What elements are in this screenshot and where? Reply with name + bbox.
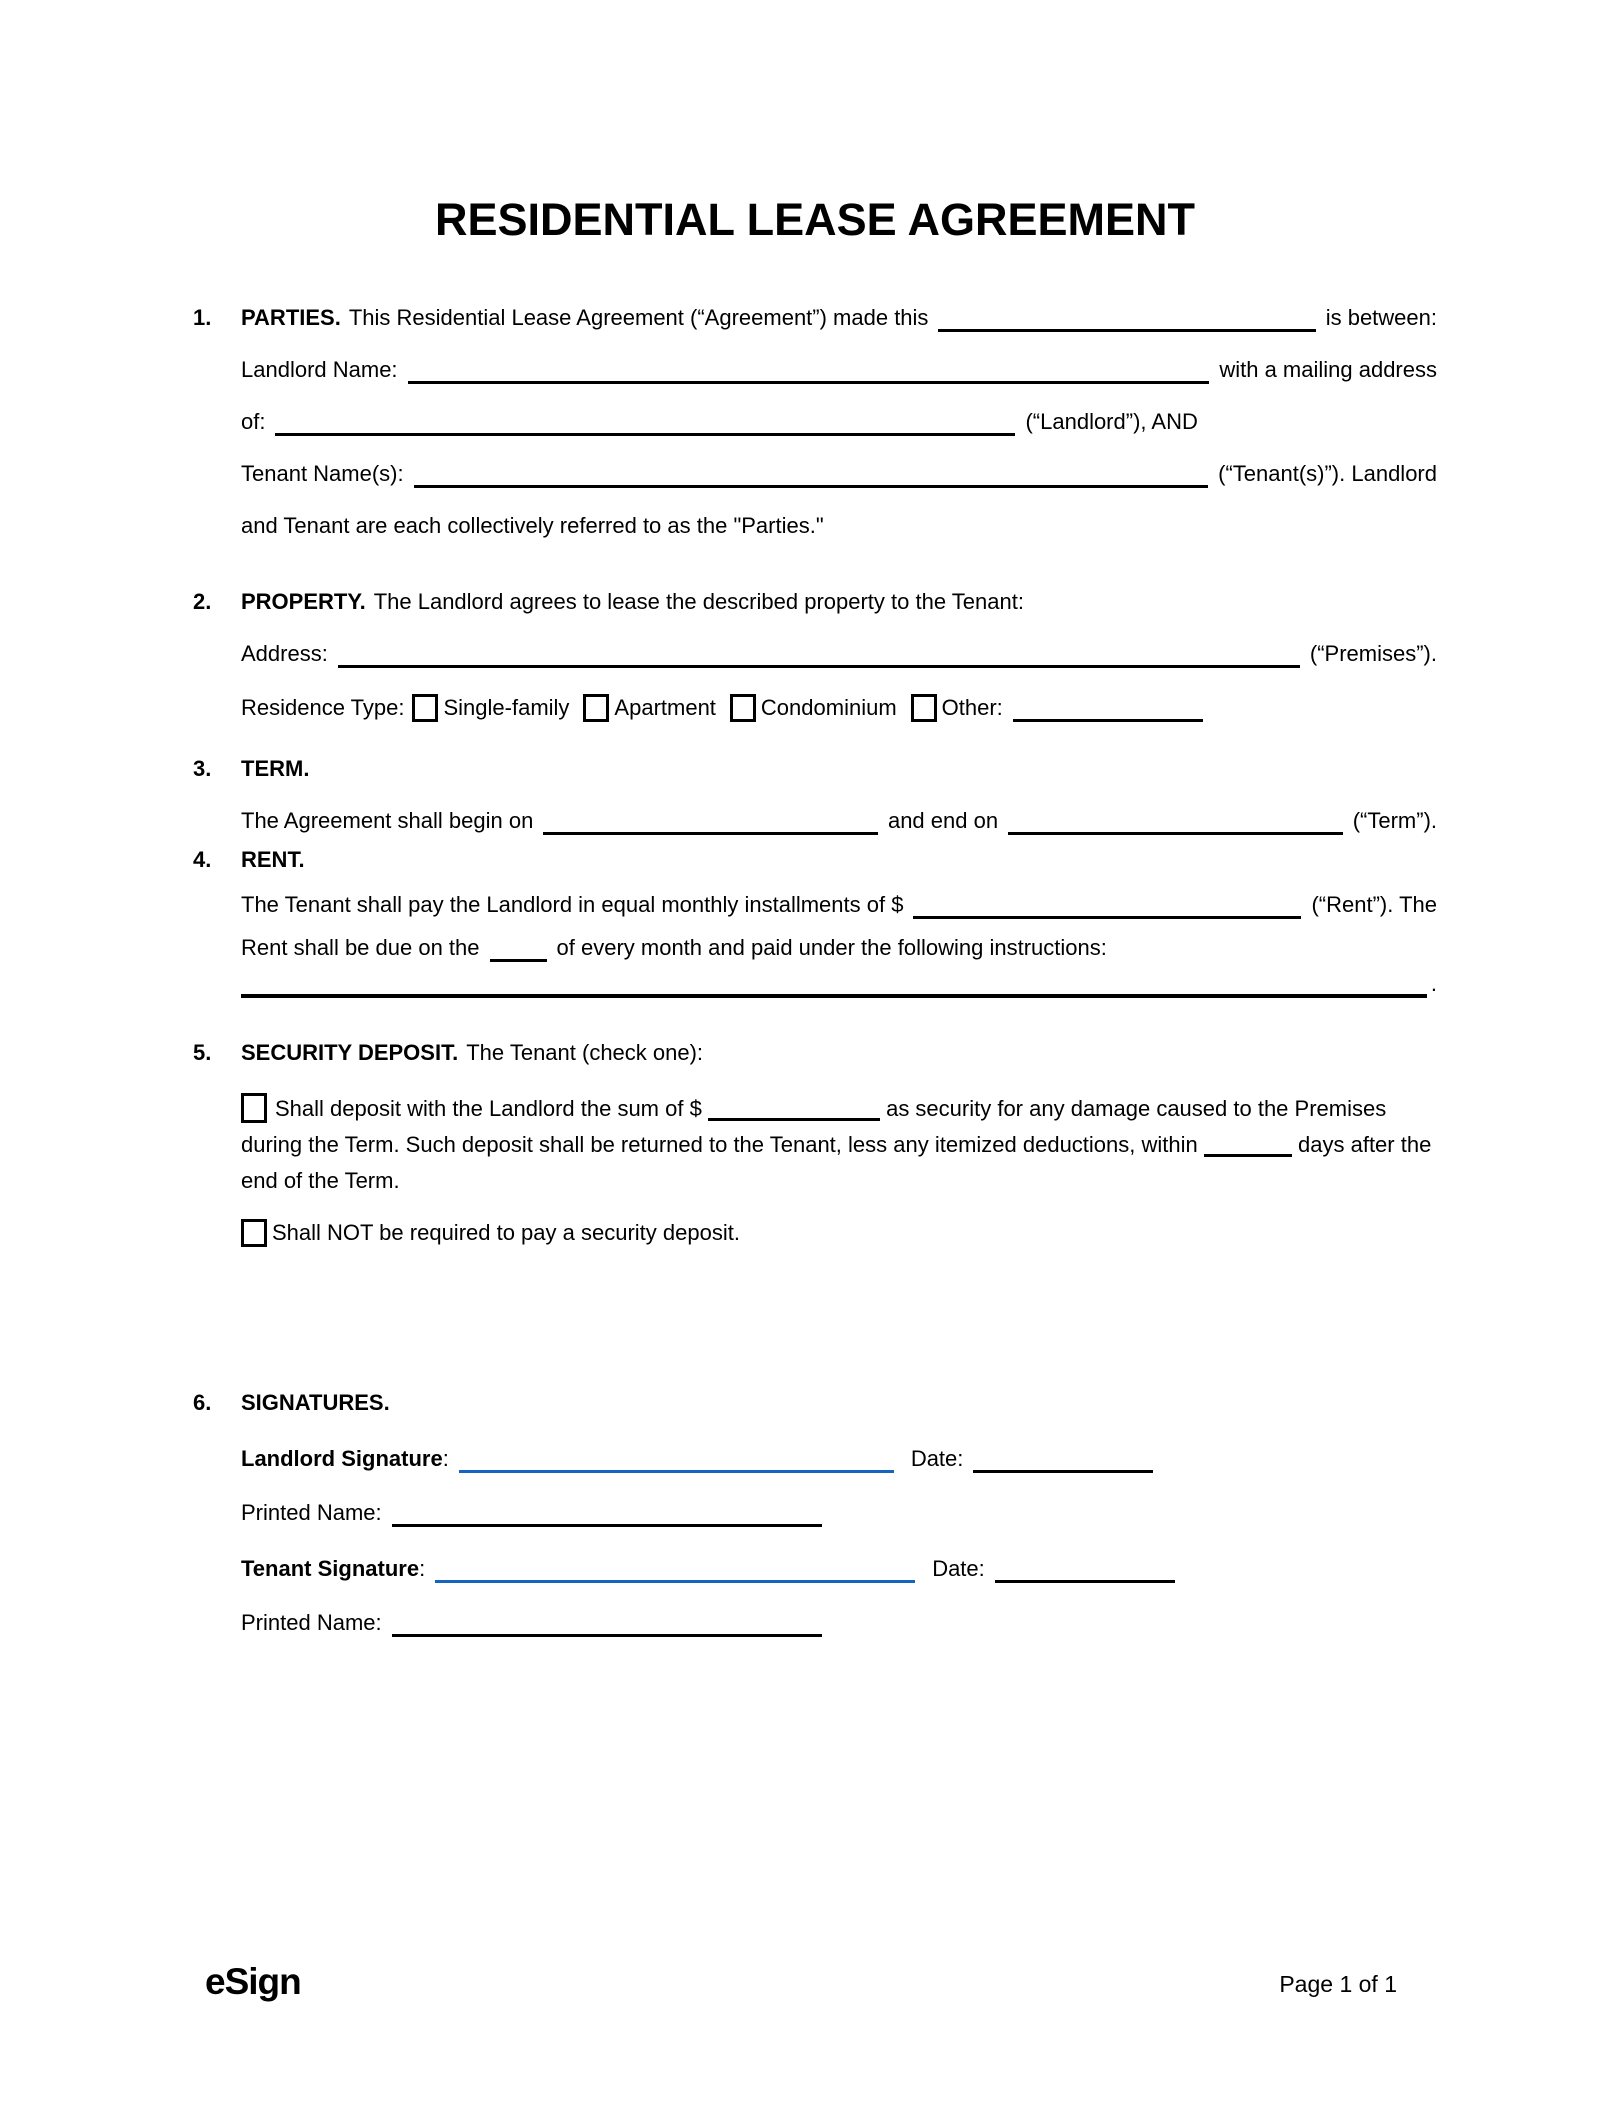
- landlord-signature-label: Landlord Signature: [241, 1446, 443, 1471]
- rent-amount-line: [241, 891, 1437, 919]
- parties-closing-text: and Tenant are each collectively referred to as the "Parties.": [241, 513, 824, 538]
- residence-other-checkbox[interactable]: [911, 694, 937, 722]
- residence-single-family-label: Single-family: [443, 695, 570, 720]
- section-rent: [193, 846, 1437, 1022]
- deposit-required-checkbox[interactable]: [241, 1093, 267, 1123]
- rent-due-day-field[interactable]: [490, 959, 547, 962]
- tenant-name-label: Tenant Name(s):: [241, 461, 404, 486]
- term-end-text: (“Term”).: [1352, 808, 1438, 833]
- rent-line2-text: Rent shall be due on the: [241, 935, 480, 960]
- residence-apartment-label: Apartment: [614, 695, 716, 720]
- property-address-label: Address:: [241, 641, 328, 666]
- deposit-option1-pre: Shall deposit with the Landlord the sum of $: [275, 1096, 702, 1121]
- landlord-printed-name-field[interactable]: [392, 1524, 822, 1527]
- deposit-heading: SECURITY DEPOSIT.: [241, 1040, 459, 1065]
- deposit-option1-post: days after the end of the Term.: [241, 1132, 1432, 1193]
- deposit-amount-field[interactable]: [708, 1118, 880, 1121]
- landlord-name-after: with a mailing address: [1219, 357, 1437, 382]
- rent-heading-line: [241, 846, 1437, 874]
- tenant-name-line: [241, 460, 1437, 488]
- parties-intro-after: is between:: [1325, 305, 1437, 330]
- residence-other-field[interactable]: [1013, 719, 1203, 722]
- deposit-option2-line: [241, 1215, 1437, 1247]
- landlord-address-after: (“Landlord”), AND: [1025, 409, 1198, 434]
- property-address-line: [241, 640, 1437, 668]
- tenant-printed-name-field[interactable]: [392, 1634, 822, 1637]
- section-term: [193, 755, 1437, 835]
- property-heading-line: [241, 588, 1437, 616]
- tenant-printed-name-line: [241, 1607, 1437, 1637]
- term-mid-text: and end on: [887, 808, 999, 833]
- landlord-signature-colon: :: [442, 1446, 449, 1471]
- property-address-field[interactable]: [338, 665, 1300, 668]
- term-heading-line: [241, 755, 1437, 783]
- residence-other-label: Other:: [941, 695, 1003, 720]
- residence-condominium-checkbox[interactable]: [730, 694, 756, 722]
- signatures-heading: SIGNATURES.: [241, 1390, 390, 1415]
- rent-heading: RENT.: [241, 847, 305, 872]
- landlord-date-label: Date:: [910, 1446, 964, 1471]
- parties-intro-text: This Residential Lease Agreement (“Agreement”) made this: [348, 305, 929, 330]
- rent-line1-text: The Tenant shall pay the Landlord in equal monthly installments of $: [241, 892, 904, 917]
- payment-instructions-field[interactable]: [241, 994, 1427, 998]
- section-property: [193, 588, 1437, 746]
- deposit-option1-paragraph: [241, 1091, 1437, 1199]
- parties-heading: PARTIES.: [241, 305, 341, 330]
- property-address-after: (“Premises”).: [1309, 641, 1437, 666]
- agreement-date-field[interactable]: [938, 329, 1315, 332]
- esign-logo: eSign: [205, 1961, 301, 2002]
- section-number-5: 5.: [193, 1040, 212, 1065]
- residence-type-label: Residence Type:: [241, 695, 405, 720]
- term-start-date-field[interactable]: [543, 832, 878, 835]
- deposit-heading-text: The Tenant (check one):: [466, 1040, 704, 1065]
- term-heading: TERM.: [241, 756, 310, 781]
- document-title: RESIDENTIAL LEASE AGREEMENT: [434, 194, 1196, 245]
- landlord-signature-field[interactable]: [459, 1470, 894, 1473]
- signatures-heading-line: [241, 1389, 1437, 1417]
- rent-line1-after: (“Rent”). The: [1311, 892, 1437, 917]
- deposit-heading-line: [241, 1039, 1437, 1067]
- residence-single-family-checkbox[interactable]: [412, 694, 438, 722]
- landlord-date-field[interactable]: [973, 1470, 1153, 1473]
- page-number: Page 1 of 1: [1279, 1971, 1397, 1997]
- term-begin-text: The Agreement shall begin on: [241, 808, 534, 833]
- residence-condominium-label: Condominium: [760, 695, 897, 720]
- parties-closing-line: [241, 512, 1437, 540]
- deposit-option2-text: Shall NOT be required to pay a security deposit.: [272, 1220, 740, 1245]
- payment-instructions-line: [241, 966, 1437, 998]
- landlord-name-field[interactable]: [408, 381, 1210, 384]
- section-number-4: 4.: [193, 847, 212, 872]
- residence-type-line: [241, 692, 1437, 722]
- tenant-signature-line: [241, 1551, 1437, 1583]
- section-number-6: 6.: [193, 1390, 212, 1415]
- deposit-option1-mid: as security for any damage caused to the Premises during the Term. Such deposit shall be returned to the Tenant, less any itemized deductions, within: [241, 1096, 1387, 1157]
- residence-apartment-checkbox[interactable]: [583, 694, 609, 722]
- property-heading: PROPERTY.: [241, 589, 366, 614]
- tenant-signature-colon: :: [419, 1556, 426, 1581]
- section-number-1: 1.: [193, 305, 212, 330]
- landlord-name-label: Landlord Name:: [241, 357, 398, 382]
- deposit-return-days-field[interactable]: [1204, 1154, 1292, 1157]
- landlord-printed-name-label: Printed Name:: [241, 1500, 382, 1525]
- tenant-names-field[interactable]: [414, 485, 1209, 488]
- tenant-printed-name-label: Printed Name:: [241, 1610, 382, 1635]
- term-dates-line: [241, 807, 1437, 835]
- landlord-signature-line: [241, 1441, 1437, 1473]
- rent-amount-field[interactable]: [913, 916, 1301, 919]
- payment-instructions-period: .: [1430, 971, 1437, 996]
- landlord-address-line: [241, 408, 1437, 436]
- tenant-date-field[interactable]: [995, 1580, 1175, 1583]
- landlord-address-field[interactable]: [275, 433, 1015, 436]
- parties-intro-line: [241, 304, 1437, 332]
- rent-line2-after: of every month and paid under the following instructions:: [556, 935, 1107, 960]
- section-parties: [193, 304, 1437, 540]
- tenant-date-label: Date:: [932, 1556, 985, 1581]
- landlord-name-line: [241, 356, 1437, 384]
- section-number-3: 3.: [193, 756, 212, 781]
- section-security-deposit: [193, 1039, 1437, 1247]
- rent-due-line: [241, 934, 1437, 962]
- no-deposit-checkbox[interactable]: [241, 1219, 267, 1247]
- landlord-address-label: of:: [241, 409, 266, 434]
- section-number-2: 2.: [193, 589, 212, 614]
- tenant-signature-field[interactable]: [435, 1580, 915, 1583]
- term-end-date-field[interactable]: [1008, 832, 1343, 835]
- tenant-name-after: (“Tenant(s)”). Landlord: [1218, 461, 1437, 486]
- section-signatures: [193, 1389, 1437, 1661]
- property-heading-text: The Landlord agrees to lease the described property to the Tenant:: [373, 589, 1024, 614]
- landlord-printed-name-line: [241, 1497, 1437, 1527]
- tenant-signature-label: Tenant Signature: [241, 1556, 420, 1581]
